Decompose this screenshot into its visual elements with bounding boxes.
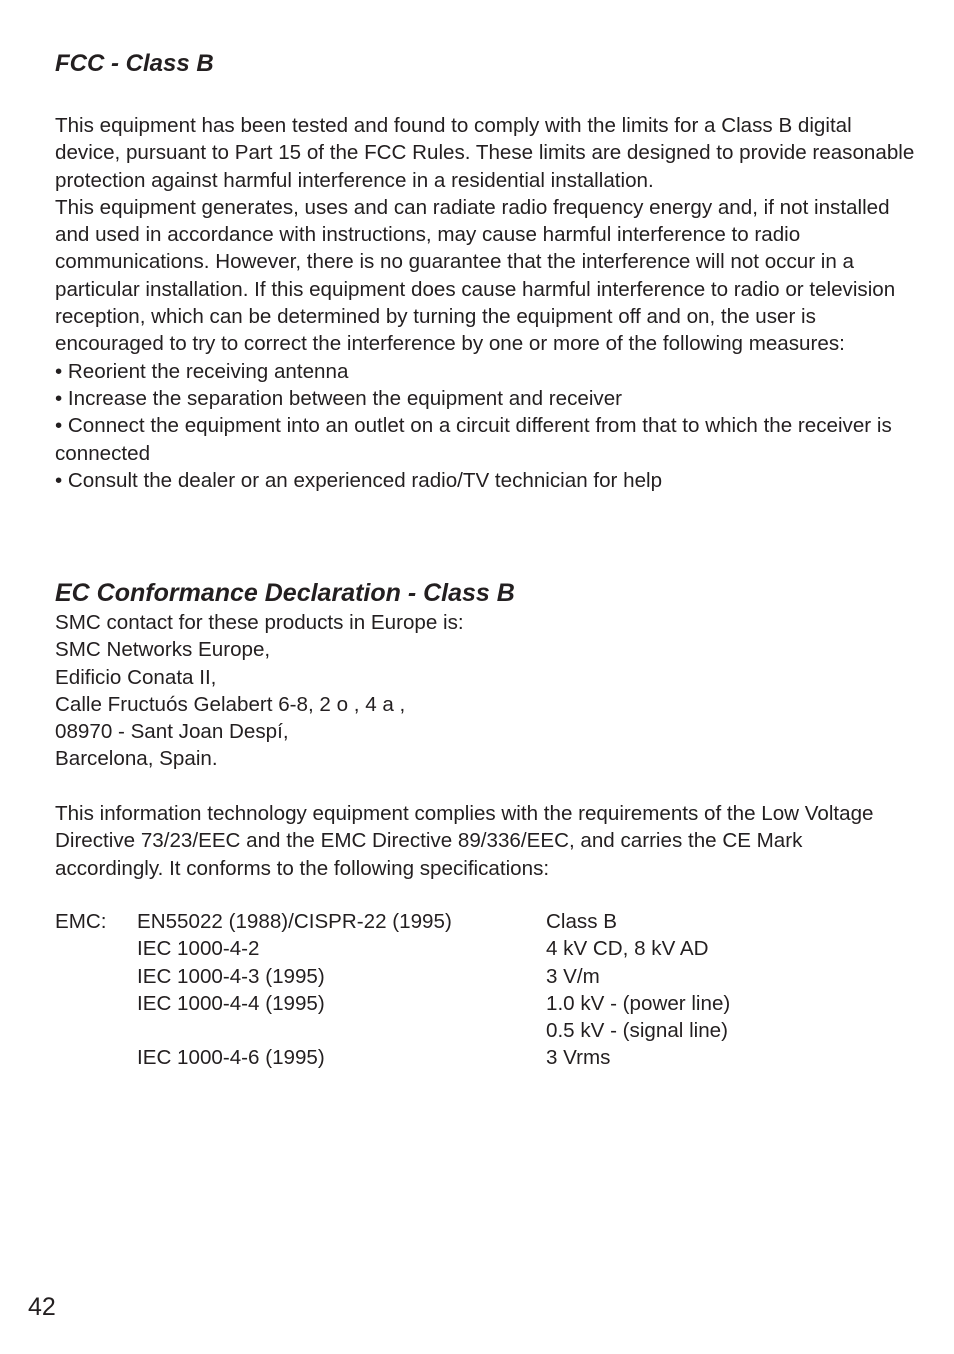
spec-label	[55, 935, 137, 962]
spec-row	[55, 990, 730, 1017]
fcc-paragraph-1: This equipment has been tested and found to comply with the limits for a Class B digital device, pursuant to Part 15 of the FCC Rules. These limits are designed to provide reasonable protection against harmful interference in a residential installation.	[55, 114, 915, 192]
spec-standard: IEC 1000-4-4 (1995)	[137, 991, 325, 1015]
spec-standard: IEC 1000-4-3 (1995)	[137, 964, 325, 988]
spec-label: EMC:	[55, 910, 107, 933]
ec-address	[55, 609, 915, 773]
spec-standard: IEC 1000-4-2	[137, 937, 260, 961]
spec-value: 3 Vrms	[546, 1046, 611, 1070]
spec-value: 1.0 kV - (power line)	[546, 991, 731, 1015]
fcc-paragraph-2: This equipment generates, uses and can radiate radio frequency energy and, if not installed and used in accordance with instructions, may cause harmful interference to radio communications. However, there is no guarantee that the interference will not occur in a particular installation. If this equipment does cause harmful interference to radio or television reception, which can be determined by turning the equipment off and on, the user is encouraged to try to correct the interference by one or more of the following measures:	[55, 195, 896, 356]
spec-row	[55, 1017, 730, 1044]
address-line: SMC Networks Europe,	[55, 638, 271, 662]
spec-standard: IEC 1000-4-6 (1995)	[137, 1046, 325, 1070]
ec-info-paragraph: This information technology equipment complies with the requirements of the Low Voltage Directive 73/23/EEC and the EMC Directive 89/336/EEC, and carries the CE Mark accordingly. It conforms to the following specifications:	[55, 802, 874, 880]
address-line: SMC contact for these products in Europe is:	[55, 611, 464, 634]
spec-value: 3 V/m	[546, 964, 600, 988]
spec-value: 4 kV CD, 8 kV AD	[546, 937, 709, 961]
spec-row	[55, 908, 730, 935]
address-line: Calle Fructuós Gelabert 6-8, 2 o , 4 a ,	[55, 692, 406, 716]
spec-label	[55, 1044, 137, 1071]
spec-row	[55, 963, 730, 990]
spec-row	[55, 935, 730, 962]
address-line: Barcelona, Spain.	[55, 747, 218, 771]
fcc-body	[55, 112, 915, 494]
fcc-measure-item: • Consult the dealer or an experienced radio/TV technician for help	[55, 468, 663, 492]
spec-label	[55, 963, 137, 990]
spec-label	[55, 1017, 137, 1044]
page-number: 42	[28, 1293, 56, 1321]
fcc-measure-item: • Connect the equipment into an outlet on a circuit different from that to which the receiver is connected	[55, 414, 892, 465]
ec-heading: EC Conformance Declaration - Class B	[55, 579, 515, 607]
spec-value: Class B	[546, 910, 617, 933]
spec-value: 0.5 kV - (signal line)	[546, 1019, 728, 1043]
ec-info	[55, 800, 915, 882]
address-line: 08970 - Sant Joan Despí,	[55, 720, 289, 744]
spec-standard	[137, 1017, 546, 1044]
spec-row	[55, 1044, 730, 1071]
fcc-measure-item: • Increase the separation between the equipment and receiver	[55, 386, 623, 410]
fcc-heading: FCC - Class B	[55, 50, 214, 77]
emc-spec-table	[55, 908, 730, 1072]
spec-label	[55, 990, 137, 1017]
address-line: Edificio Conata II,	[55, 665, 217, 689]
spec-standard: EN55022 (1988)/CISPR-22 (1995)	[137, 910, 452, 933]
fcc-measure-item: • Reorient the receiving antenna	[55, 359, 349, 383]
